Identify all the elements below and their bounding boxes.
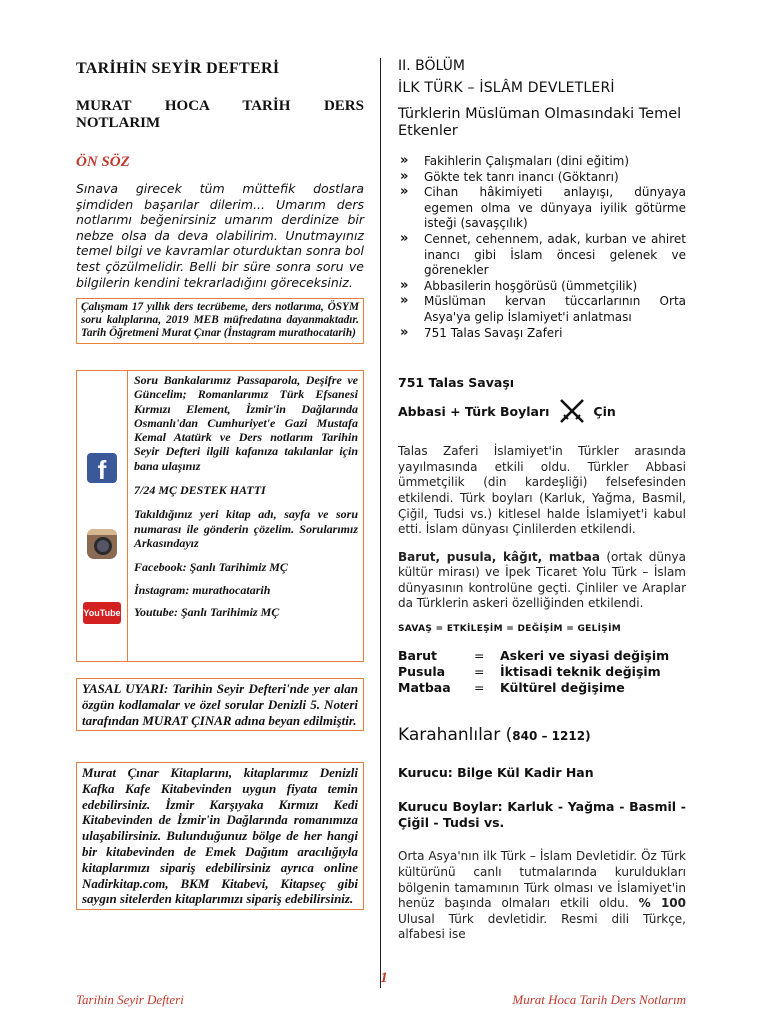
social-icons-column <box>77 371 128 661</box>
karahanli-heading <box>398 725 686 745</box>
youtube-handle: Youtube: Şanlı Tarihimiz MÇ <box>134 604 280 619</box>
invention-name: Pusula <box>398 663 446 679</box>
table-row <box>398 648 669 664</box>
invention-name: Matbaa <box>398 679 451 695</box>
inventions-text <box>398 550 686 612</box>
youtube-icon: YouTube <box>83 602 121 624</box>
list-item: » 751 Talas Savaşı Zaferi <box>398 326 686 342</box>
list-item: » Gökte tek tanrı inancı (Göktanrı) <box>398 170 686 186</box>
books-box: Murat Çınar Kitaplarını, kitaplarımız Denizli Kafka Kafe Kitabevinden uygun fiyata temin edebilirsiniz. İzmir Karşıyaka Kırmızı Kedi Kitabevinden de İzmir'in Dağlarında romanımıza ulaşabilirsiniz. Bulunduğunuz bölge de her hangi bir kitabevinden de Emek Dağıtım aracılığıyla kitaplarımızı sipariş edebilirsiniz ayrıca online Nadirkitap.com, BKM Kitabevi, Kitapseç gibi saygın sitelerden kitaplarımızı sipariş edebilirsiniz. <box>76 762 364 910</box>
factors-list <box>398 154 686 341</box>
left-column <box>76 56 364 907</box>
equals-sign: = <box>474 648 485 664</box>
inventions-table <box>398 648 669 695</box>
karahanli-text-part2: Ulusal Türk devletidir. Resmi dili Türkçe, alfabesi ise <box>398 911 686 942</box>
karahanli-title: Karahanlılar ( <box>398 725 513 746</box>
inventions-bold: Barut, pusula, kâğıt, matbaa <box>398 549 600 564</box>
talas-right-side: Çin <box>593 403 616 419</box>
footer-left: Tarihin Seyir Defteri <box>76 992 184 1007</box>
list-item: » Fakihlerin Çalışmaları (dini eğitim) <box>398 154 686 170</box>
karahanli-bold: % 100 <box>638 896 686 911</box>
section-label: II. BÖLÜM <box>398 58 465 74</box>
instagram-icon <box>87 529 117 559</box>
karahanli-text-part1: Orta Asya'nın ilk Türk – İslam Devletidir. Öz Türk kültürünü canlı tutmalarında kuruldukları bölgenin tamamının Türk olması ve İslamiyet'in henüz başında olmaları etkili oldu. <box>398 849 686 911</box>
notes-title-line1: MURAT HOCA TARİH DERS <box>76 98 364 114</box>
list-item: » Abbasilerin hoşgörüsü (ümmetçilik) <box>398 279 686 295</box>
list-item: » Cihan hâkimiyeti anlayışı, dünyaya egemen olma ve dünyaya iyilik götürme isteği (savaşçılık) <box>398 185 686 232</box>
karahanli-years: 840 – 1212) <box>512 729 591 744</box>
founder-line: Kurucu: Bilge Kül Kadir Han <box>398 765 594 781</box>
equation-line: SAVAŞ = ETKİLEŞİM = DEĞİŞİM = GELİŞİM <box>398 624 621 635</box>
karahanli-text <box>398 849 686 943</box>
equals-sign: = <box>474 663 485 679</box>
legal-warning-box: YASAL UYARI: Tarihin Seyir Defteri'nde yer alan özgün kodlamalar ve özel sorular Denizli 5. Noteri tarafından MURAT ÇINAR adına beyan edilmiştir. <box>76 678 364 731</box>
table-row <box>398 680 669 696</box>
preface-text: Sınava girecek tüm müttefik dostlara şimdiden başarılar dilerim... Umarım ders notlarımı beğenirsiniz umarım derdinize bir nebze olsa da deva olabilirim. Unutmayınız temel bilgi ve kavramlar oturduktan sonra bol test çözülmelidir. Belli bir süre sonra soru ve bilgilerin kendini tekrarladığını göreceksiniz. <box>76 181 364 290</box>
column-divider <box>380 58 381 988</box>
experience-box: Çalışmam 17 yıllık ders tecrübeme, ders notlarıma, ÖSYM soru kalıplarına, 2019 MEB müfredatına dayanmaktadır. Tarih Öğretmeni Murat Çınar (İnstagram murathocatarih) <box>76 298 364 344</box>
contact-box <box>76 370 364 662</box>
list-item: » Cennet, cehennem, adak, kurban ve ahiret inancı gibi İslam öncesi gelenek ve görenekler <box>398 232 686 279</box>
list-item: » Müslüman kervan tüccarlarının Orta Asya'ya gelip İslamiyet'i anlatması <box>398 294 686 325</box>
preface-heading: ÖN SÖZ <box>76 154 130 170</box>
invention-effect: İktisadi teknik değişim <box>500 663 661 679</box>
talas-sides <box>398 396 686 426</box>
founding-tribes: Kurucu Boylar: Karluk - Yağma - Basmil - Çiğil - Tudsi vs. <box>398 799 686 831</box>
instagram-handle: İnstagram: murathocatarih <box>134 582 271 597</box>
talas-text: Talas Zaferi İslamiyet'in Türkler arasında yayılmasında etkili oldu. Türkler Abbasi ümmetçilik (din kardeşliği) felsefesinden etkilendi. Türk boyları (Karluk, Yağma, Basmil, Çiğil, Tudsi vs.) kitlesel halde İslamiyet'i kabul etti. İslam dünyası Çinlilerden etkilendi. <box>398 444 686 537</box>
footer-right: Murat Hoca Tarih Ders Notlarım <box>512 992 686 1007</box>
invention-effect: Kültürel değişime <box>500 679 625 695</box>
equals-sign: = <box>474 679 485 695</box>
page-number: 1 <box>380 970 388 986</box>
send-question-text: Takıldığınız yeri kitap adı, sayfa ve soru numarası ile gönderin çözelim. Sorularımız Arkasındayız <box>134 507 358 550</box>
contact-books-text: Soru Bankalarımız Passaparola, Deşifre ve Güncelim; Romanlarımız Türk Efsanesi Kırmızı Element, İzmir'in Dağlarında Osmanlı'dan Cumhuriyet'e Gazi Mustafa Kemal Atatürk ve Ders notlarım Tarihin Seyir Defteri ilgili kafanıza takılanlar için bana ulaşınız <box>134 373 358 473</box>
table-row <box>398 664 669 680</box>
talas-heading: 751 Talas Savaşı <box>398 375 515 391</box>
notes-title-line2: NOTLARIM <box>76 115 161 131</box>
support-line: 7/24 MÇ DESTEK HATTI <box>134 483 266 498</box>
contact-content <box>134 373 358 627</box>
document-title: TARİHİN SEYİR DEFTERİ <box>76 60 280 77</box>
talas-left-side: Abbasi + Türk Boyları <box>398 403 550 419</box>
invention-effect: Askeri ve siyasi değişim <box>500 648 670 664</box>
facebook-handle: Facebook: Şanlı Tarihimiz MÇ <box>134 560 288 575</box>
invention-name: Barut <box>398 648 438 664</box>
inventions-rest: (ortak dünya kültür mirası) ve İpek Ticaret Yolu Türk – İslam dünyasının kontrolüne geçti. Çinliler ve Araplar da Türklerin askeri özelliğinden etkilendi. <box>398 549 686 611</box>
right-column <box>398 58 686 955</box>
section-title: İLK TÜRK – İSLÂM DEVLETLERİ <box>398 80 615 96</box>
subsection-title: Türklerin Müslüman Olmasındaki Temel Etkenler <box>398 106 682 139</box>
crossed-swords-icon <box>557 396 587 426</box>
facebook-icon: f <box>87 453 117 483</box>
